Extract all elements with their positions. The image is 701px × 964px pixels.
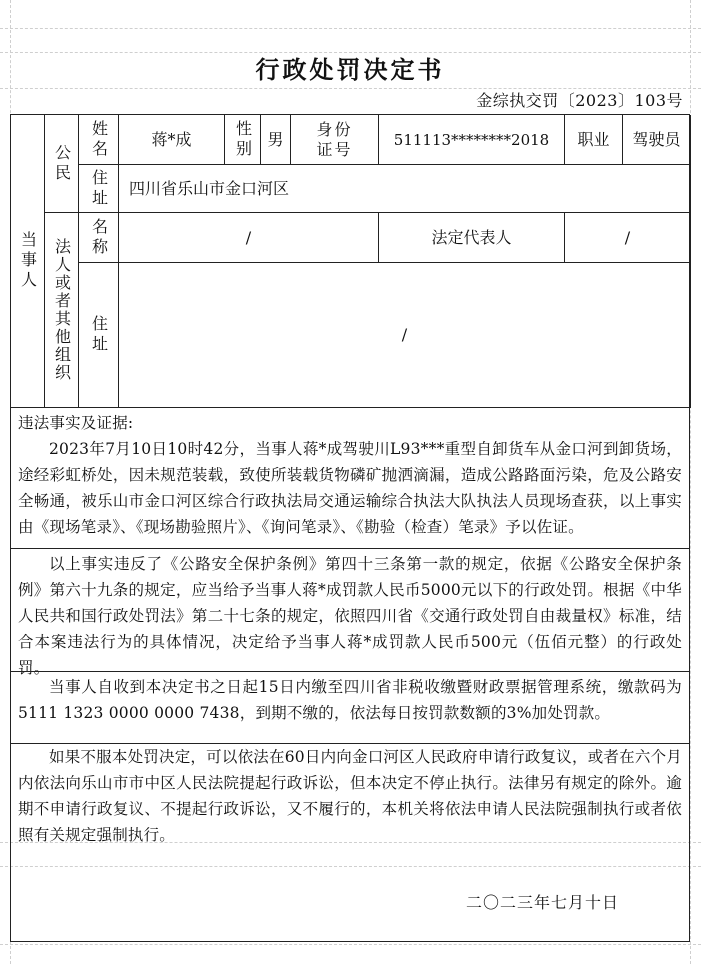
citizen-address-label-text: 住址: [89, 168, 109, 209]
name-label-text: 姓名: [89, 119, 109, 160]
party-label-text: 当事人: [18, 231, 38, 291]
org-address-value: /: [119, 263, 691, 408]
org-name-label-text: 名称: [89, 217, 109, 258]
id-label-text: 身份证号: [316, 119, 353, 159]
document-number: 金综执交罚〔2023〕103号: [476, 91, 683, 110]
basis-paragraph: 以上事实违反了《公路安全保护条例》第四十三条第一款的规定，依据《公路安全保护条例》第六十九条的规定，应当给予当事人蒋*成罚款人民币5000元以下的行政处罚。根据《中华人民共和国行政处罚法》第二十七条的规定，依照四川省《交通行政处罚自由裁量权》标准，结合本案违法行为的具体情况，决定给予当事人蒋*成罚款人民币500元（伍佰元整）的行政处罚。: [18, 555, 682, 677]
payment-section: [10, 672, 690, 730]
document-title: 行政处罚决定书: [255, 55, 445, 84]
facts-paragraph: 2023年7月10日10时42分，当事人蒋*成驾驶川L93***重型自卸货车从金口河到卸货场，途经彩虹桥处，因未规范装载，致使所装载货物磷矿抛洒滴漏，造成公路路面污染，危及公路安全畅通，被乐山市金口河区综合行政执法局交通运输综合执法大队执法人员现场查获，以上事实由《现场笔录》、《现场勘验照片》、《询问笔录》、《勘验（检查）笔录》予以佐证。: [18, 440, 682, 536]
legal-rep-label: 法定代表人: [379, 213, 565, 263]
citizen-label-text: 公民: [52, 143, 72, 184]
facts-section: [10, 408, 690, 544]
gender-label-text: 性别: [233, 119, 253, 160]
org-name-value: /: [119, 213, 379, 263]
occupation-label: 职业: [565, 115, 623, 165]
grid-line: [0, 88, 701, 89]
gender-value: 男: [261, 115, 291, 165]
payment-paragraph: 当事人自收到本决定书之日起15日内缴至四川省非税收缴暨财政票据管理系统，缴款码为5111 1323 0000 0000 7438，到期不缴的，依法每日按罚款数额的3%加处罚款。: [18, 678, 682, 722]
legal-rep-value: /: [565, 213, 691, 263]
remedy-paragraph: 如果不服本处罚决定，可以依法在60日内向金口河区人民政府申请行政复议，或者在六个月内依法向乐山市市中区人民法院提起行政诉讼，但本决定不停止执行。法律另有规定的除外。逾期不申请行政复议、不提起行政诉讼，又不履行的，本机关将依法申请人民法院强制执行或者依照有关规定强制执行。: [18, 748, 682, 844]
occupation-value: 驾驶员: [623, 115, 691, 165]
grid-line: [0, 28, 701, 29]
remedy-section: [10, 744, 690, 852]
grid-line: [0, 944, 701, 945]
org-label-text: 法人或者其他组织: [52, 238, 72, 382]
id-value: 511113********2018: [379, 115, 565, 165]
name-value: 蒋*成: [119, 115, 225, 165]
decision-date: 二〇二三年七月十日: [465, 893, 619, 912]
facts-label: 违法事实及证据:: [18, 414, 134, 432]
citizen-address-value: 四川省乐山市金口河区: [119, 165, 691, 213]
org-address-label-text: 住址: [89, 315, 109, 355]
basis-section: [10, 549, 690, 685]
